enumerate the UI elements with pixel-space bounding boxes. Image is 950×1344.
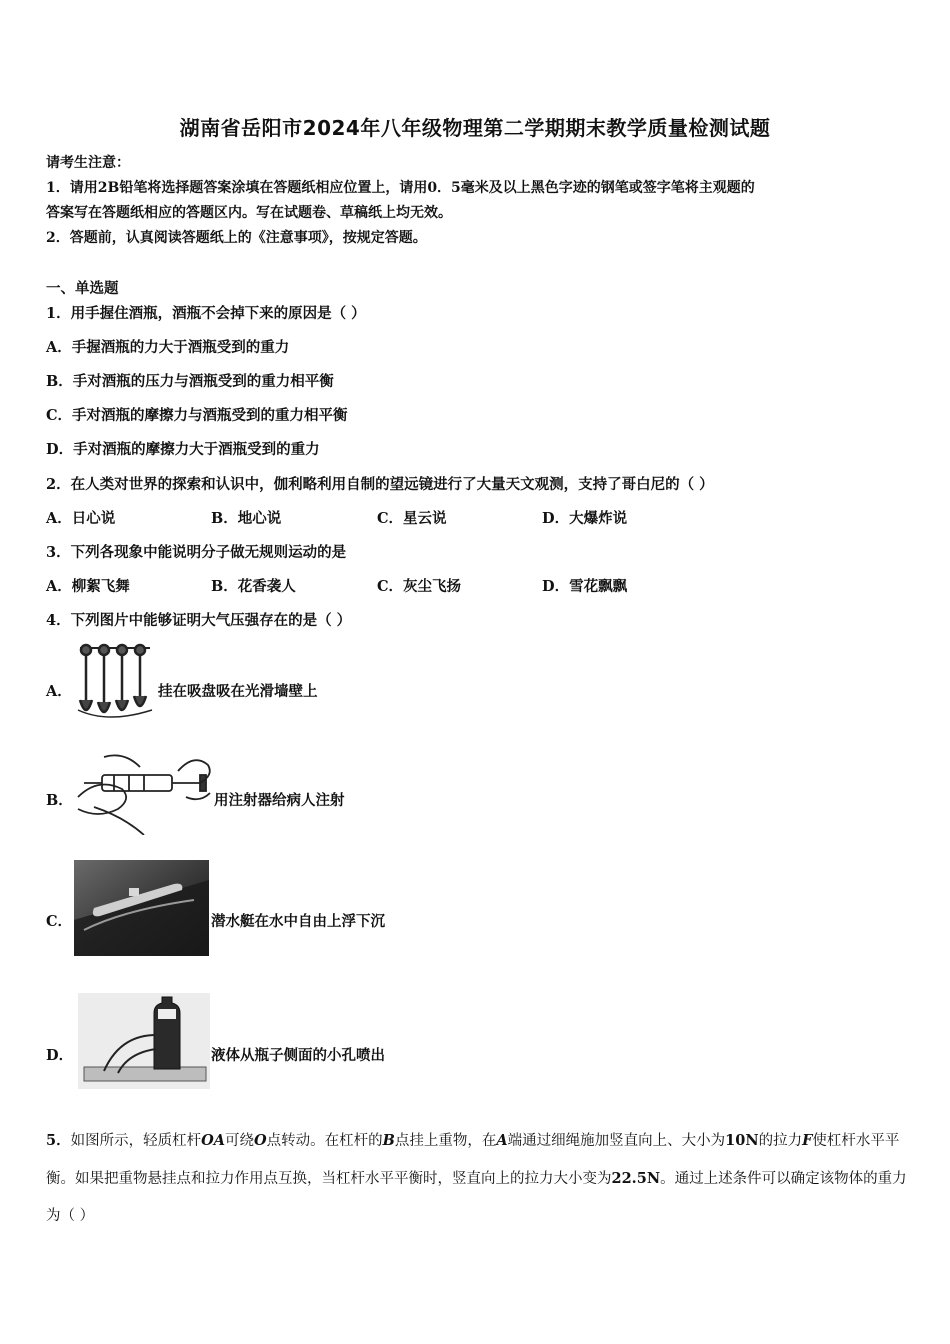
q5-text-8: 。通过上述条件可以确定该物体的重力为（ ）	[46, 1171, 907, 1224]
q5-text-4: 点挂上重物，在	[394, 1133, 497, 1149]
q2-option-c: C．星云说	[377, 510, 447, 527]
q3-option-d: D．雪花飘飘	[542, 578, 628, 595]
q4-option-b-text: 用注射器给病人注射	[214, 792, 345, 809]
q1-option-d: D．手对酒瓶的摩擦力大于酒瓶受到的重力	[46, 441, 320, 458]
hook-2	[98, 645, 110, 712]
force-22-5n: 22.5N	[611, 1170, 661, 1187]
syringe-image	[74, 745, 214, 835]
force-10n: 10N	[725, 1132, 759, 1149]
q5-text-1: 如图所示，轻质杠杆	[70, 1133, 202, 1149]
q5-text-5: 端通过细绳施加竖直向上、大小为	[507, 1133, 726, 1149]
point-o: O	[253, 1132, 267, 1149]
q5-text-6: 的拉力	[758, 1133, 803, 1149]
hook-3	[116, 645, 128, 710]
q2-option-a: A．日心说	[46, 510, 116, 527]
q3-option-a: A．柳絮飞舞	[46, 578, 130, 595]
q4-option-b-label: B．	[46, 792, 73, 809]
q2-stem: 2．在人类对世界的探索和认识中，伽利略利用自制的望远镜进行了大量天文观测，支持了哥白尼的（ ）	[46, 476, 714, 493]
q5-number: 5．	[46, 1132, 71, 1149]
q4-option-d-text: 液体从瓶子侧面的小孔喷出	[211, 1047, 385, 1064]
q1-option-c: C．手对酒瓶的摩擦力与酒瓶受到的重力相平衡	[46, 407, 348, 424]
q4-option-c-text: 潜水艇在水中自由上浮下沉	[211, 913, 385, 930]
q3-option-c: C．灰尘飞扬	[377, 578, 462, 595]
notice-heading: 请考生注意：	[46, 155, 130, 171]
bottle-jet-image	[78, 993, 210, 1089]
lever-oa: OA	[201, 1132, 225, 1149]
q1-stem: 1．用手握住酒瓶，酒瓶不会掉下来的原因是（ ）	[46, 305, 366, 322]
q1-option-b: B．手对酒瓶的压力与酒瓶受到的重力相平衡	[46, 373, 334, 390]
point-a: A	[496, 1132, 508, 1149]
suction-cup-hooks-image	[74, 640, 154, 725]
hook-1	[80, 645, 92, 710]
q4-option-a-text: 挂在吸盘吸在光滑墙壁上	[158, 683, 318, 700]
q2-option-d: D．大爆炸说	[542, 510, 628, 527]
q4-option-c-label: C．	[46, 913, 73, 930]
q5-text-2: 可绕	[224, 1133, 254, 1149]
submarine-image	[74, 860, 209, 956]
q5-text-3: 点转动。在杠杆的	[266, 1133, 383, 1149]
q2-option-b: B．地心说	[211, 510, 282, 527]
page-title: 湖南省岳阳市2024年八年级物理第二学期期末教学质量检测试题	[179, 116, 771, 140]
q5-text-7: 使杠杆水平平衡。如果把重物悬挂点和拉力作用点互换，当杠杆水平平衡时，竖直向上的拉力大小变为	[46, 1133, 900, 1187]
force-f: F	[802, 1132, 813, 1149]
q4-option-d-label: D．	[46, 1047, 74, 1064]
notice-line-3: 2．答题前，认真阅读答题纸上的《注意事项》，按规定答题。	[46, 230, 427, 246]
section-heading: 一、单选题	[46, 280, 119, 297]
point-b: B	[382, 1132, 395, 1149]
notice-line-2: 答案写在答题纸相应的答题区内。写在试题卷、草稿纸上均无效。	[46, 205, 452, 221]
q1-option-a: A．手握酒瓶的力大于酒瓶受到的重力	[46, 339, 290, 356]
notice-line-1: 1．请用2B铅笔将选择题答案涂填在答题纸相应位置上，请用0．5毫米及以上黑色字迹的钢笔或签字笔将主观题的	[46, 180, 755, 196]
q4-option-a-label: A．	[46, 683, 72, 700]
q3-option-b: B．花香袭人	[211, 578, 296, 595]
q3-stem: 3．下列各现象中能说明分子做无规则运动的是	[46, 544, 347, 561]
q4-stem: 4．下列图片中能够证明大气压强存在的是（ ）	[46, 612, 352, 629]
q5-stem	[46, 1122, 908, 1235]
hook-4	[134, 645, 146, 706]
